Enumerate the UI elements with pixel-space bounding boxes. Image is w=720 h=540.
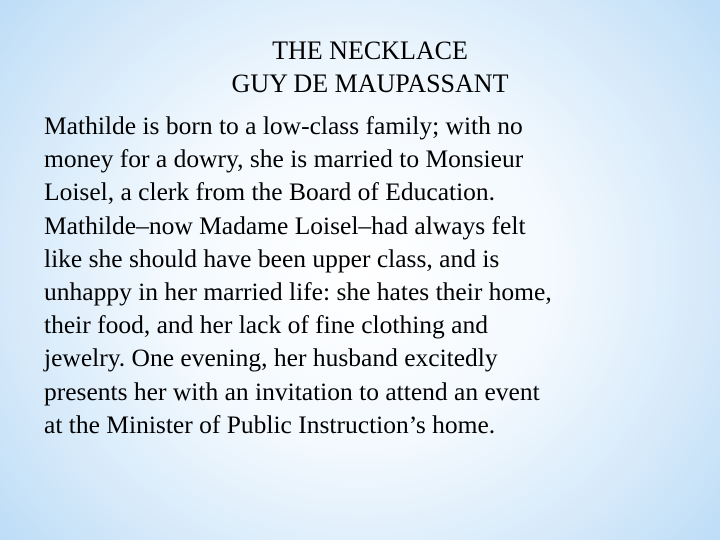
summary-line: like she should have been upper class, and is: [44, 243, 500, 273]
summary-paragraph: [44, 109, 704, 441]
slide-author: GUY DE MAUPASSANT: [231, 69, 509, 98]
summary-line: money for a dowry, she is married to Monsieur: [44, 144, 524, 174]
summary-line: their food, and her lack of fine clothing and: [44, 310, 488, 340]
summary-line: unhappy in her married life: she hates their home,: [44, 277, 552, 307]
title-block: [0, 34, 720, 100]
summary-line: at the Minister of Public Instruction’s home.: [44, 409, 496, 439]
summary-line: Mathilde is born to a low-class family; with no: [44, 111, 523, 140]
slide-title: THE NECKLACE: [272, 36, 468, 65]
summary-line: jewelry. One evening, her husband excitedly: [44, 343, 498, 373]
summary-line: presents her with an invitation to attend an event: [44, 376, 540, 406]
summary-line: Loisel, a clerk from the Board of Education.: [44, 177, 496, 207]
summary-line: Mathilde–now Madame Loisel–had always felt: [44, 210, 526, 240]
